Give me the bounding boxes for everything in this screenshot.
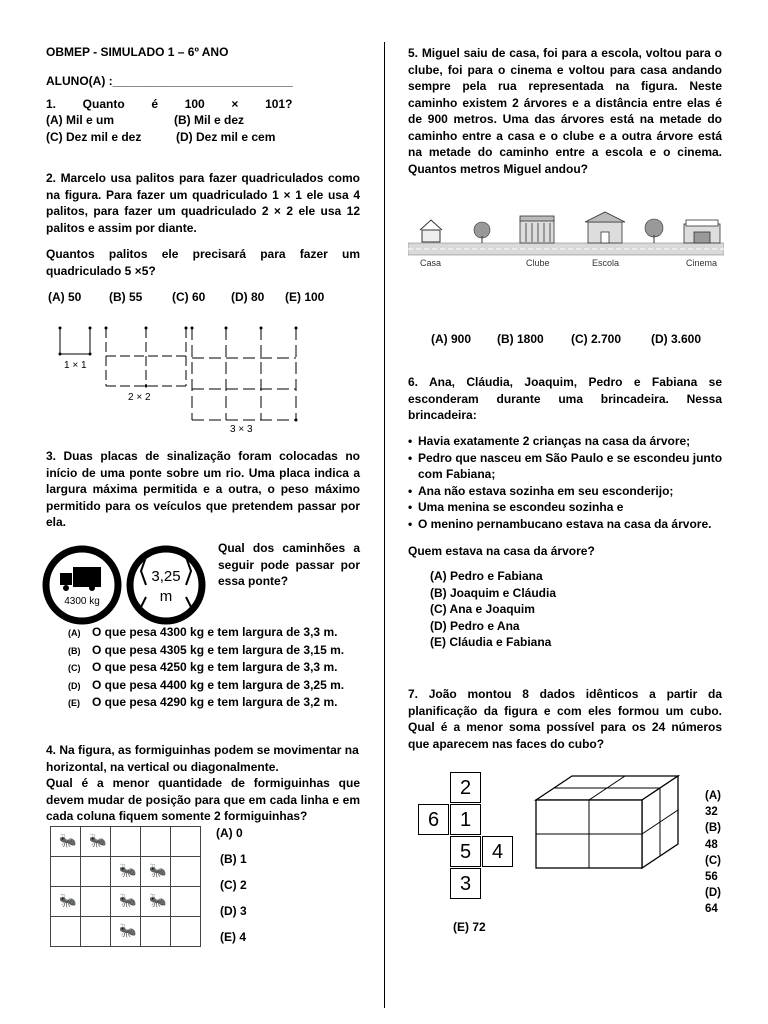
q4-stem-2: Qual é a menor quantidade de formiguinhas que devem mudar de posição para que em cada linha e em cada coluna fiquem somente 2 formiguinhas? — [46, 776, 360, 823]
q1-option-a[interactable]: (A) Mil e um — [46, 113, 114, 127]
student-name-field[interactable]: ALUNO(A) :___________________________ — [46, 74, 293, 88]
q3-option-a[interactable]: (A) O que pesa 4300 kg e tem largura de 3,3 m. — [68, 625, 338, 639]
net-face: 1 — [450, 804, 481, 835]
club-icon — [520, 216, 554, 243]
grid-label-3x3: 3 × 3 — [230, 424, 253, 435]
q1-stem: 1. Quanto é 100 × 101? — [46, 97, 293, 111]
q3-option-b[interactable]: (B) O que pesa 4305 kg e tem largura de 3,15 m. — [68, 642, 345, 657]
q5-stem: 5. Miguel saiu de casa, foi para a escola, voltou para o clube, foi para o cinema e voltou para casa andando sempre pela rua representada na figura. Neste caminho existem 2 árvores e a distância entre elas é de 900 metros. Uma das árvores está na metade do caminho entre a casa e o clube e a outra árvore está na metade do caminho entre a escola e o cinema. Quantos metros Miguel andou? — [408, 46, 722, 176]
q1-option-d[interactable]: (D) Dez mil e cem — [176, 130, 276, 144]
q3-options — [68, 624, 344, 712]
ant-icon: 🐜 — [149, 892, 167, 908]
q5-option-b[interactable]: (B) 1800 — [497, 332, 544, 346]
q3-option-c[interactable]: (C) O que pesa 4250 kg e tem largura de 3,3 m. — [68, 660, 338, 674]
q2-option-d[interactable]: (D) 80 — [231, 290, 265, 304]
q3-option-d[interactable]: (D) O que pesa 4400 kg e tem largura de 3,25 m. — [68, 677, 345, 692]
q3-stem: 3. Duas placas de sinalização foram colocadas no início de uma ponte sobre um rio. Uma placa indica a largura máxima permitida e a outra, o peso máximo permitido para os veículos que pretendem passar por ela. — [46, 449, 360, 529]
q7-option-e[interactable]: (E) 72 — [453, 920, 486, 934]
q7-options — [705, 788, 721, 918]
matchstick-grids-figure — [46, 318, 306, 436]
q6-bullet: • Havia exatamente 2 crianças na casa da árvore; — [408, 433, 724, 450]
weight-sign-icon — [42, 545, 122, 625]
street-label-casa: Casa — [420, 258, 442, 268]
q7-option-c-label[interactable]: (C) — [705, 854, 721, 867]
q6-bullet: • Ana não estava sozinha em seu esconderijo; — [408, 483, 724, 500]
net-face: 4 — [482, 836, 513, 867]
ant-grid — [50, 826, 201, 947]
q6-bullet: • O menino pernambucano estava na casa da árvore. — [408, 516, 724, 533]
net-face: 3 — [450, 868, 481, 899]
ant-icon: 🐜 — [59, 892, 77, 908]
q6-options — [430, 568, 556, 651]
street-figure — [408, 206, 724, 266]
cube-of-dice-figure — [532, 772, 682, 888]
q6-bullet: • Pedro que nasceu em São Paulo e se escondeu junto com Fabiana; — [408, 450, 724, 483]
q4-option-e[interactable]: (E) 4 — [220, 930, 247, 944]
ant-icon: 🐜 — [149, 862, 167, 878]
q6-option-d[interactable]: (D) Pedro e Ana — [430, 618, 520, 633]
q4-option-c[interactable]: (C) 2 — [220, 878, 247, 892]
net-face: 2 — [450, 772, 481, 803]
q7-option-a-value[interactable]: 32 — [705, 806, 718, 819]
q1-option-b[interactable]: (B) Mil e dez — [174, 113, 245, 127]
ant-icon: 🐜 — [89, 832, 107, 848]
q6-option-c[interactable]: (C) Ana e Joaquim — [430, 602, 535, 616]
sign-width-unit: m — [159, 588, 173, 605]
house-icon — [420, 220, 442, 242]
q2-option-b[interactable]: (B) 55 — [109, 290, 143, 304]
q6-stem: 6. Ana, Cláudia, Joaquim, Pedro e Fabiana se esconderam durante uma brincadeira. Nessa brincadeira: — [408, 375, 722, 422]
q6-option-b[interactable]: (B) Joaquim e Cláudia — [430, 585, 557, 600]
street-label-cinema: Cinema — [686, 258, 718, 268]
net-face: 6 — [418, 804, 449, 835]
q2-stem: 2. Marcelo usa palitos para fazer quadriculados como na figura. Para fazer um quadriculado 1 × 1 ele usa 4 palitos, para fazer um quadriculado 2 × 2 ele usa 12 palitos e assim por diante. — [46, 171, 360, 235]
q6-bullet-list — [408, 433, 724, 532]
q6-option-e[interactable]: (E) Cláudia e Fabiana — [430, 635, 552, 649]
page-title: OBMEP - SIMULADO 1 – 6º ANO — [46, 45, 229, 59]
q4-stem-1: 4. Na figura, as formiguinhas podem se movimentar na horizontal, na vertical ou diagonalmente. — [46, 743, 359, 774]
q7-option-b-value[interactable]: 48 — [705, 838, 718, 851]
q2-option-a[interactable]: (A) 50 — [48, 290, 82, 304]
q3-question: Qual dos caminhões a seguir pode passar por essa ponte? — [218, 541, 360, 588]
q5-option-c[interactable]: (C) 2.700 — [571, 332, 622, 346]
ant-icon: 🐜 — [119, 922, 137, 938]
q2-option-c[interactable]: (C) 60 — [172, 290, 206, 304]
q7-option-b-label[interactable]: (B) — [705, 822, 721, 835]
ant-icon: 🐜 — [59, 832, 77, 848]
q2-question: Quantos palitos ele precisará para fazer um quadriculado 5 ×5? — [46, 247, 360, 278]
q3-option-e[interactable]: (E) O que pesa 4290 kg e tem largura de 3,2 m. — [68, 695, 338, 709]
q7-option-a-label[interactable]: (A) — [705, 790, 721, 802]
q5-option-a[interactable]: (A) 900 — [431, 332, 472, 346]
q7-stem: 7. João montou 8 dados idênticos a partir da planificação da figura e com eles formou um cubo. Qual é a menor soma possível para os 24 números que aparecem nas faces do cubo? — [408, 687, 722, 751]
q7-option-c-value[interactable]: 56 — [705, 871, 718, 884]
tree-icon — [474, 222, 490, 243]
cinema-icon — [684, 220, 720, 243]
street-label-clube: Clube — [526, 258, 550, 268]
q5-option-d[interactable]: (D) 3.600 — [651, 332, 702, 346]
q2-option-e[interactable]: (E) 100 — [285, 290, 325, 304]
ant-icon: 🐜 — [119, 892, 137, 908]
tree-icon — [645, 219, 663, 243]
column-divider — [384, 42, 385, 1008]
q4-option-b[interactable]: (B) 1 — [220, 852, 247, 866]
sign-weight-text: 4300 kg — [64, 596, 100, 607]
ant-icon: 🐜 — [119, 862, 137, 878]
grid-label-2x2: 2 × 2 — [128, 392, 151, 403]
school-icon — [585, 212, 625, 243]
q7-option-d-value[interactable]: 64 — [705, 903, 718, 916]
q1-option-c[interactable]: (C) Dez mil e dez — [46, 130, 142, 144]
q4-option-d[interactable]: (D) 3 — [220, 904, 247, 918]
grid-label-1x1: 1 × 1 — [64, 360, 87, 371]
net-face: 5 — [450, 836, 481, 867]
street-label-escola: Escola — [592, 258, 620, 268]
sign-width-value: 3,25 — [151, 568, 181, 585]
width-sign-icon — [126, 545, 206, 625]
q4-option-a[interactable]: (A) 0 — [216, 826, 243, 840]
q6-bullet: • Uma menina se escondeu sozinha e — [408, 499, 724, 516]
q6-option-a[interactable]: (A) Pedro e Fabiana — [430, 569, 543, 583]
q6-question: Quem estava na casa da árvore? — [408, 544, 595, 558]
q7-option-d-label[interactable]: (D) — [705, 887, 721, 900]
